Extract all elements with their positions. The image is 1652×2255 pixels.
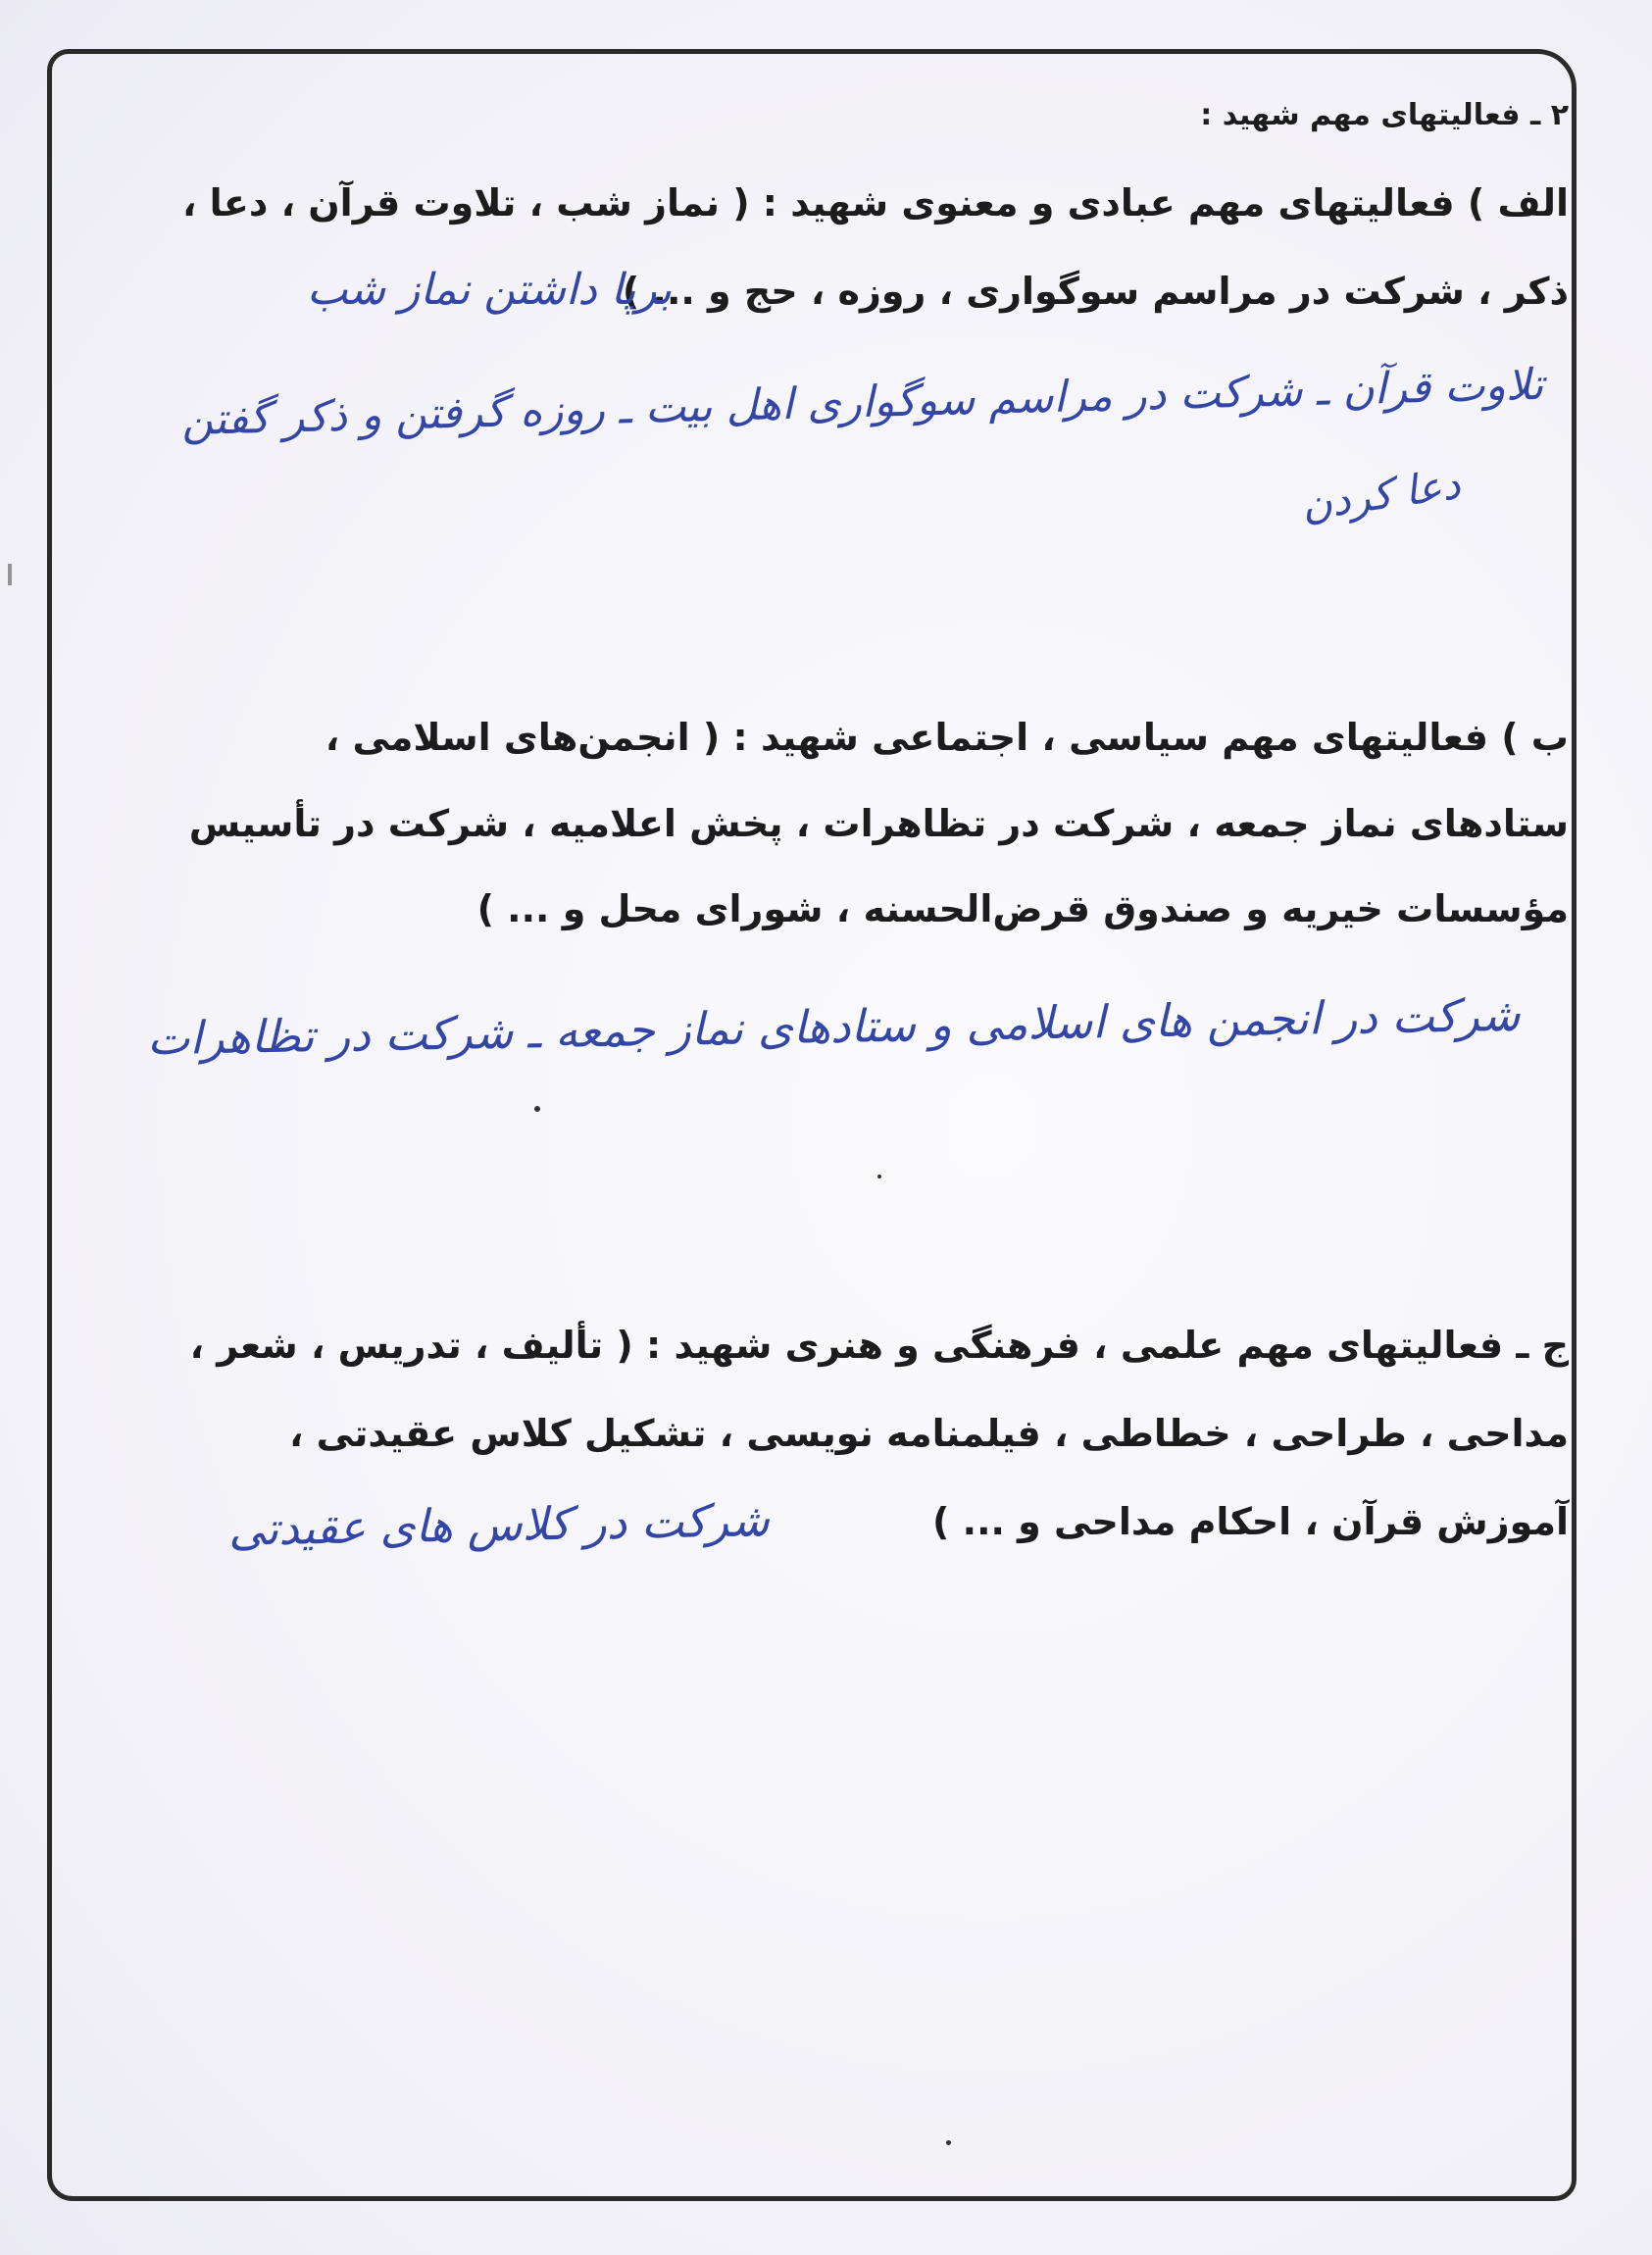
section-c-line-3: آموزش قرآن ، احکام مداحی و ... ) bbox=[932, 1500, 1569, 1543]
section-c-line-2: مداحی ، طراحی ، خطاطی ، فیلمنامه نویسی ، تشکیل کلاس عقیدتی ، bbox=[288, 1412, 1569, 1455]
ink-dot bbox=[946, 2140, 951, 2145]
handwritten-answer-c-1: شرکت در کلاس های عقیدتی bbox=[227, 1493, 771, 1556]
handwritten-answer-a-1: برپا داشتن نماز شب bbox=[306, 265, 672, 315]
section-c-line-1: ج ـ فعالیتهای مهم علمی ، فرهنگی و هنری شهید : ( تألیف ، تدریس ، شعر ، bbox=[189, 1324, 1569, 1367]
section-heading: ۲ ـ فعالیتهای مهم شهید : bbox=[1200, 98, 1569, 132]
section-a-line-1: الف ) فعالیتهای مهم عبادی و معنوی شهید : ( نماز شب ، تلاوت قرآن ، دعا ، bbox=[181, 181, 1569, 225]
handwritten-answer-a-2: تلاوت قرآن ـ شرکت در مراسم سوگواری اهل بیت ـ روزه گرفتن و ذکر گفتن bbox=[181, 359, 1545, 446]
section-b-line-3: مؤسسات خیریه و صندوق قرض‌الحسنه ، شورای محل و ... ) bbox=[476, 887, 1569, 930]
ink-dot bbox=[534, 1106, 540, 1112]
section-b-line-1: ب ) فعالیتهای مهم سیاسی ، اجتماعی شهید : ( انجمن‌های اسلامی ، bbox=[325, 716, 1569, 759]
margin-mark bbox=[8, 564, 12, 585]
section-a-line-2: ذکر ، شرکت در مراسم سوگواری ، روزه ، حج و ... ) bbox=[622, 270, 1569, 313]
handwritten-answer-a-3: دعا کردن bbox=[1298, 459, 1464, 530]
ink-dot bbox=[877, 1175, 881, 1178]
handwritten-answer-b-1: شرکت در انجمن های اسلامی و ستادهای نماز جمعه ـ شرکت در تظاهرات bbox=[146, 987, 1521, 1066]
section-b-line-2: ستادهای نماز جمعه ، شرکت در تظاهرات ، پخش اعلامیه ، شرکت در تأسیس bbox=[188, 802, 1569, 845]
